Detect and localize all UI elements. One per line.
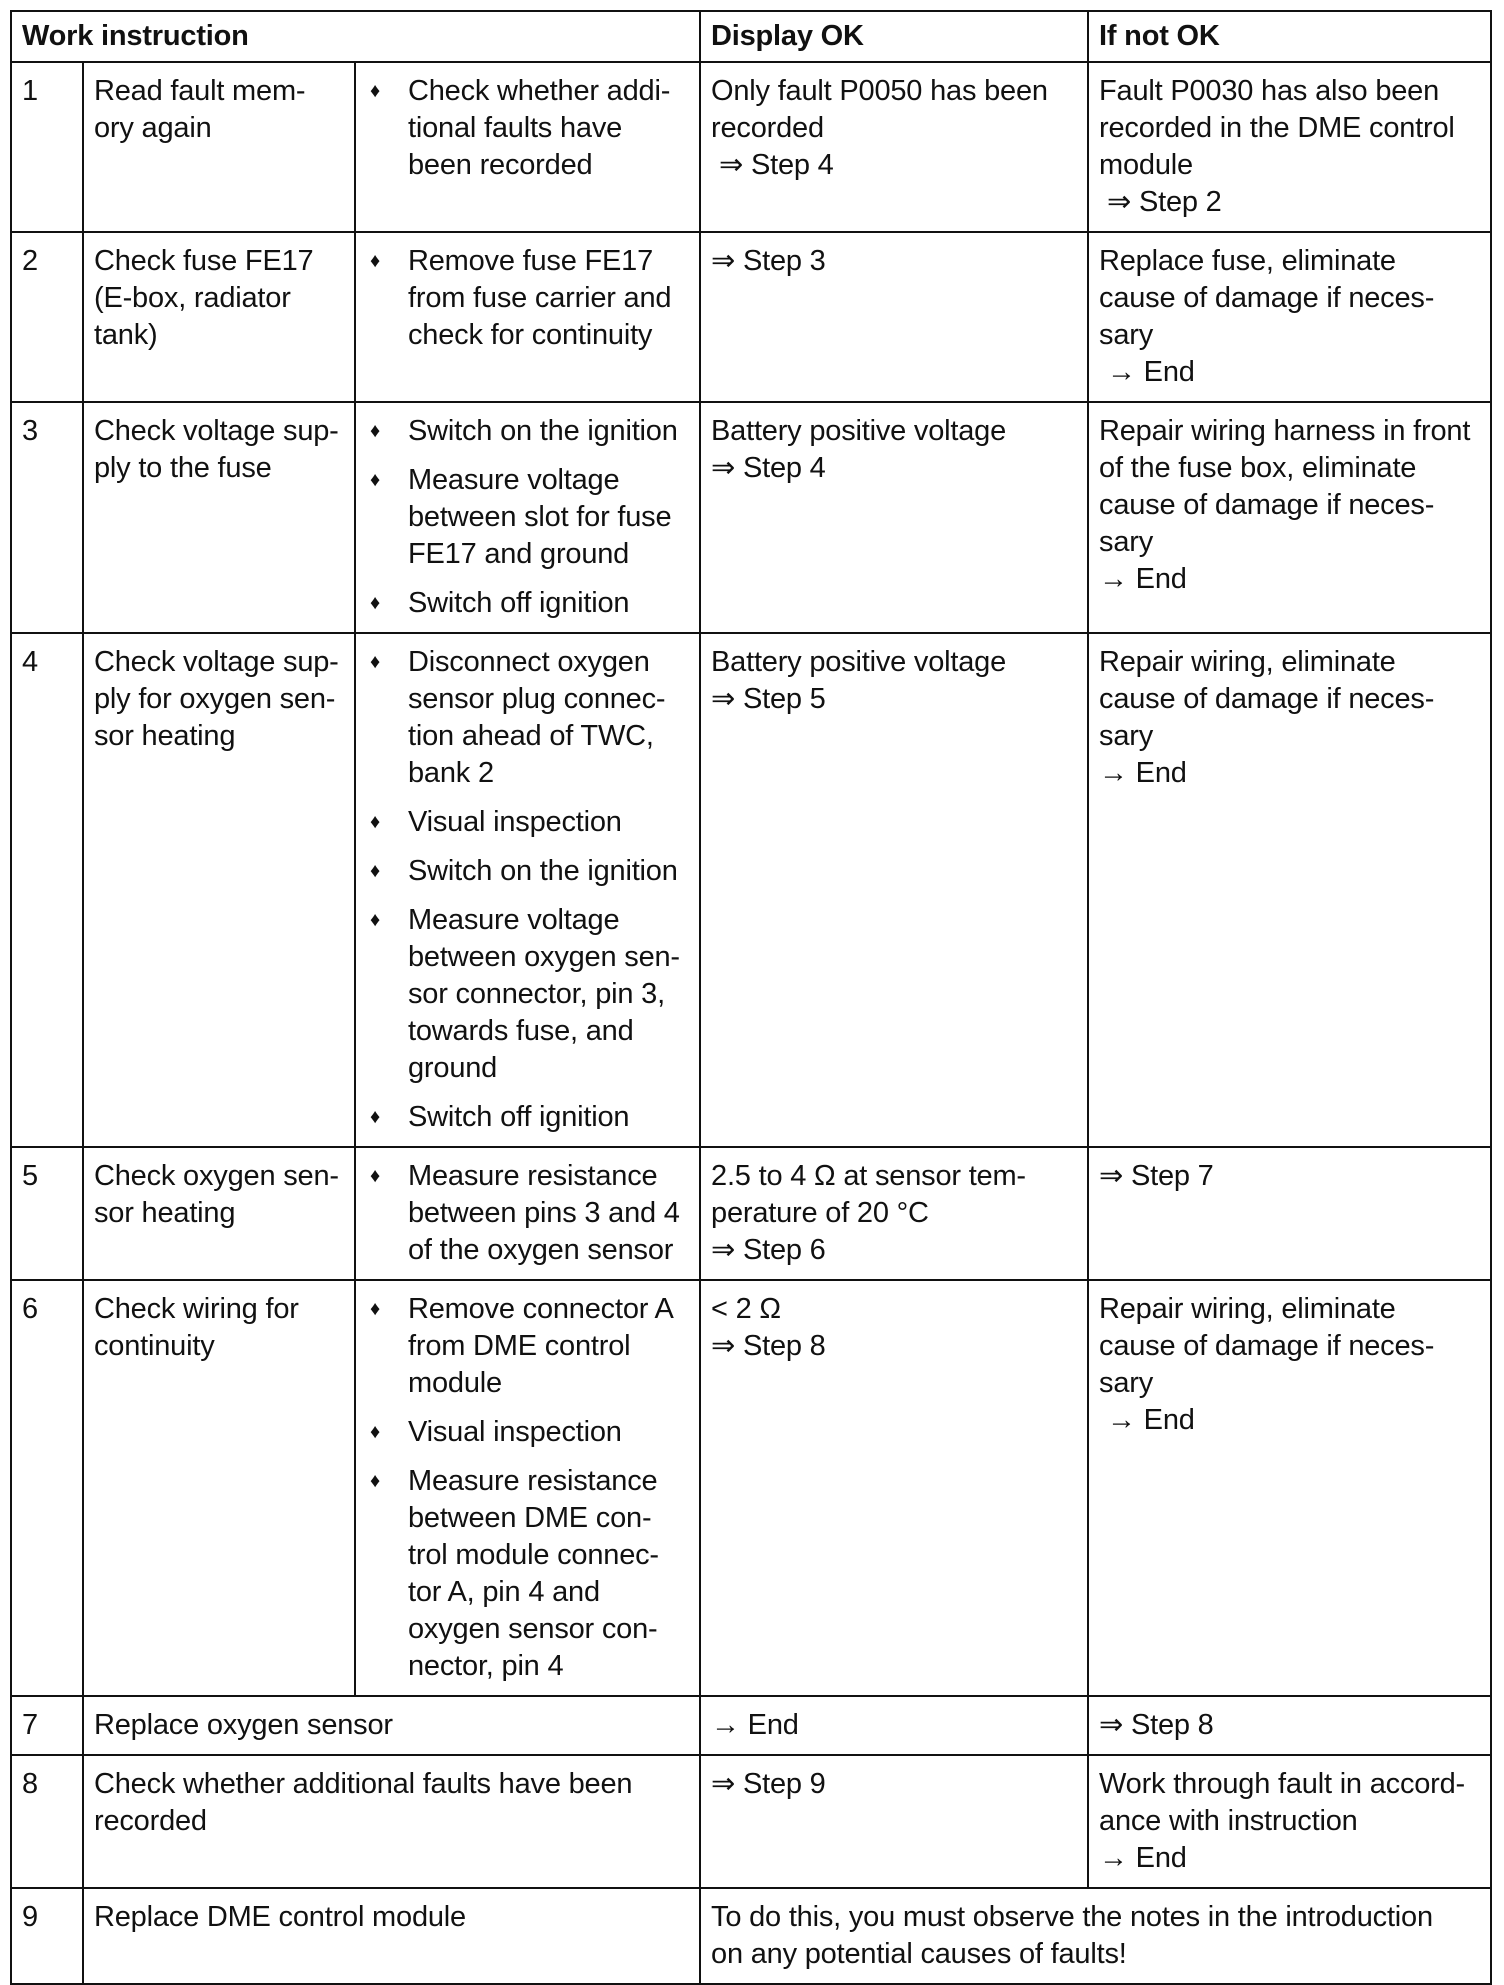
table-row bbox=[11, 1755, 1491, 1888]
if-not-ok-cell bbox=[1088, 1755, 1491, 1888]
instruction-text: tank) bbox=[94, 319, 158, 351]
step-number: 8 bbox=[11, 1755, 83, 1888]
table-row bbox=[11, 1888, 1491, 1984]
instruction-text: ory again bbox=[94, 112, 212, 144]
action-item bbox=[366, 243, 691, 354]
action-text: been recorded bbox=[408, 149, 593, 181]
action-text: Visual inspection bbox=[408, 806, 622, 838]
table-row bbox=[11, 1696, 1491, 1755]
display-ok-cell bbox=[700, 232, 1088, 402]
if-not-ok-text: cause of damage if neces- bbox=[1099, 1330, 1435, 1362]
action-item bbox=[366, 1463, 691, 1685]
action-text: tor A, pin 4 and bbox=[408, 1576, 600, 1608]
actions-cell bbox=[355, 1147, 700, 1280]
action-text: Measure resistance bbox=[408, 1160, 658, 1192]
action-item bbox=[366, 853, 691, 890]
diamond-bullet-icon: ♦ bbox=[370, 811, 381, 833]
if-not-ok-text: sary bbox=[1099, 526, 1154, 558]
if-not-ok-text: Repair wiring, eliminate bbox=[1099, 1293, 1396, 1325]
diamond-bullet-icon: ♦ bbox=[370, 1470, 381, 1492]
action-text: Switch off ignition bbox=[408, 1101, 630, 1133]
instruction-text: recorded bbox=[94, 1805, 207, 1837]
instruction-text: Replace DME control module bbox=[94, 1901, 466, 1933]
actions-cell bbox=[355, 1280, 700, 1696]
action-text: towards fuse, and bbox=[408, 1015, 634, 1047]
action-text: between oxygen sen- bbox=[408, 941, 680, 973]
diamond-bullet-icon: ♦ bbox=[370, 592, 381, 614]
action-list bbox=[366, 73, 691, 184]
if-not-ok-text: of the fuse box, eliminate bbox=[1099, 452, 1417, 484]
action-text: bank 2 bbox=[408, 757, 494, 789]
display-ok-text: ⇒ Step 6 bbox=[711, 1234, 826, 1266]
action-item bbox=[366, 1414, 691, 1451]
if-not-ok-text: → End bbox=[1099, 1842, 1187, 1874]
step-number: 6 bbox=[11, 1280, 83, 1696]
display-ok-text: 2.5 to 4 Ω at sensor tem- bbox=[711, 1160, 1026, 1192]
action-item bbox=[366, 902, 691, 1087]
action-text: check for continuity bbox=[408, 319, 653, 351]
action-text: tional faults have bbox=[408, 112, 623, 144]
instruction-text: sor heating bbox=[94, 720, 236, 752]
table-row bbox=[11, 402, 1491, 633]
display-ok-cell bbox=[700, 402, 1088, 633]
instruction-cell bbox=[83, 62, 355, 232]
diamond-bullet-icon: ♦ bbox=[370, 651, 381, 673]
action-text: Measure voltage bbox=[408, 464, 620, 496]
work-instruction-document bbox=[10, 10, 1490, 1985]
action-text: ground bbox=[408, 1052, 498, 1084]
if-not-ok-text: Repair wiring harness in front bbox=[1099, 415, 1471, 447]
step-number: 3 bbox=[11, 402, 83, 633]
instruction-cell bbox=[83, 1696, 700, 1755]
action-text: between DME con- bbox=[408, 1502, 652, 1534]
action-text: Disconnect oxygen bbox=[408, 646, 650, 678]
action-text: sor connector, pin 3, bbox=[408, 978, 665, 1010]
instruction-text: (E-box, radiator bbox=[94, 282, 291, 314]
action-list bbox=[366, 413, 691, 622]
display-ok-text: ⇒ Step 3 bbox=[711, 245, 826, 277]
instruction-cell bbox=[83, 1755, 700, 1888]
action-text: Visual inspection bbox=[408, 1416, 622, 1448]
step-number: 7 bbox=[11, 1696, 83, 1755]
action-text: Measure voltage bbox=[408, 904, 620, 936]
instruction-text: Check oxygen sen- bbox=[94, 1160, 339, 1192]
if-not-ok-cell bbox=[1088, 402, 1491, 633]
if-not-ok-text: recorded in the DME control bbox=[1099, 112, 1455, 144]
if-not-ok-step: → End bbox=[1107, 356, 1195, 388]
step-number: 2 bbox=[11, 232, 83, 402]
actions-cell bbox=[355, 232, 700, 402]
action-text: nector, pin 4 bbox=[408, 1650, 564, 1682]
instruction-cell bbox=[83, 633, 355, 1147]
if-not-ok-text: ance with instruction bbox=[1099, 1805, 1358, 1837]
actions-cell bbox=[355, 62, 700, 232]
action-text: Remove connector A bbox=[408, 1293, 674, 1325]
if-not-ok-text: ⇒ Step 8 bbox=[1099, 1709, 1214, 1741]
diamond-bullet-icon: ♦ bbox=[370, 250, 381, 272]
if-not-ok-text: cause of damage if neces- bbox=[1099, 489, 1435, 521]
display-ok-text: → End bbox=[711, 1709, 799, 1741]
if-not-ok-text: sary bbox=[1099, 319, 1154, 351]
actions-cell bbox=[355, 402, 700, 633]
instruction-cell bbox=[83, 402, 355, 633]
if-not-ok-text: sary bbox=[1099, 1367, 1154, 1399]
actions-cell bbox=[355, 633, 700, 1147]
instruction-cell bbox=[83, 1280, 355, 1696]
action-text: from fuse carrier and bbox=[408, 282, 672, 314]
if-not-ok-cell bbox=[1088, 633, 1491, 1147]
action-item bbox=[366, 585, 691, 622]
action-text: between pins 3 and 4 bbox=[408, 1197, 680, 1229]
if-not-ok-text: cause of damage if neces- bbox=[1099, 683, 1435, 715]
display-ok-cell bbox=[700, 633, 1088, 1147]
diamond-bullet-icon: ♦ bbox=[370, 469, 381, 491]
table-row bbox=[11, 62, 1491, 232]
action-list bbox=[366, 243, 691, 354]
display-ok-text: ⇒ Step 5 bbox=[711, 683, 826, 715]
if-not-ok-cell bbox=[1088, 1696, 1491, 1755]
diamond-bullet-icon: ♦ bbox=[370, 1106, 381, 1128]
table-row bbox=[11, 232, 1491, 402]
display-ok-text: perature of 20 °C bbox=[711, 1197, 929, 1229]
action-text: Measure resistance bbox=[408, 1465, 658, 1497]
display-ok-cell bbox=[700, 1755, 1088, 1888]
diamond-bullet-icon: ♦ bbox=[370, 1165, 381, 1187]
action-list bbox=[366, 1158, 691, 1269]
action-item bbox=[366, 1099, 691, 1136]
action-item bbox=[366, 462, 691, 573]
instruction-text: Check whether additional faults have been bbox=[94, 1768, 633, 1800]
action-text: Switch on the ignition bbox=[408, 415, 678, 447]
header-row bbox=[11, 11, 1491, 62]
if-not-ok-step: ⇒ Step 2 bbox=[1107, 186, 1222, 218]
instruction-text: continuity bbox=[94, 1330, 215, 1362]
if-not-ok-step: → End bbox=[1107, 1404, 1195, 1436]
if-not-ok-text: → End bbox=[1099, 757, 1187, 789]
if-not-ok-cell bbox=[1088, 1280, 1491, 1696]
action-item bbox=[366, 73, 691, 184]
action-text: oxygen sensor con- bbox=[408, 1613, 658, 1645]
instruction-text: Replace oxygen sensor bbox=[94, 1709, 393, 1741]
display-ok-text: ⇒ Step 4 bbox=[711, 452, 826, 484]
action-item bbox=[366, 1158, 691, 1269]
table-row bbox=[11, 1147, 1491, 1280]
note-text: on any potential causes of faults! bbox=[711, 1938, 1127, 1970]
if-not-ok-cell bbox=[1088, 62, 1491, 232]
table-body bbox=[11, 62, 1491, 1984]
work-instruction-table bbox=[10, 10, 1492, 1985]
diamond-bullet-icon: ♦ bbox=[370, 420, 381, 442]
action-text: module bbox=[408, 1367, 502, 1399]
action-list bbox=[366, 644, 691, 1136]
diamond-bullet-icon: ♦ bbox=[370, 1298, 381, 1320]
if-not-ok-text: sary bbox=[1099, 720, 1154, 752]
action-text: Switch off ignition bbox=[408, 587, 630, 619]
action-text: from DME control bbox=[408, 1330, 631, 1362]
diamond-bullet-icon: ♦ bbox=[370, 909, 381, 931]
display-ok-text: < 2 Ω bbox=[711, 1293, 781, 1325]
display-ok-text: recorded bbox=[711, 112, 824, 144]
if-not-ok-text: Repair wiring, eliminate bbox=[1099, 646, 1396, 678]
diamond-bullet-icon: ♦ bbox=[370, 1421, 381, 1443]
note-cell bbox=[700, 1888, 1491, 1984]
instruction-cell bbox=[83, 1147, 355, 1280]
action-text: FE17 and ground bbox=[408, 538, 630, 570]
header-work-instruction: Work instruction bbox=[11, 11, 700, 62]
if-not-ok-text: ⇒ Step 7 bbox=[1099, 1160, 1214, 1192]
action-text: trol module connec- bbox=[408, 1539, 659, 1571]
if-not-ok-text: module bbox=[1099, 149, 1193, 181]
instruction-text: Check fuse FE17 bbox=[94, 245, 314, 277]
table-row bbox=[11, 633, 1491, 1147]
if-not-ok-text: Work through fault in accord- bbox=[1099, 1768, 1466, 1800]
action-text: of the oxygen sensor bbox=[408, 1234, 674, 1266]
header-display-ok: Display OK bbox=[700, 11, 1088, 62]
instruction-cell bbox=[83, 232, 355, 402]
display-ok-text: Only fault P0050 has been bbox=[711, 75, 1048, 107]
display-ok-cell bbox=[700, 1696, 1088, 1755]
instruction-text: Read fault mem- bbox=[94, 75, 306, 107]
diamond-bullet-icon: ♦ bbox=[370, 860, 381, 882]
header-if-not-ok: If not OK bbox=[1088, 11, 1491, 62]
display-ok-text: ⇒ Step 9 bbox=[711, 1768, 826, 1800]
if-not-ok-text: Fault P0030 has also been bbox=[1099, 75, 1440, 107]
display-ok-text: Battery positive voltage bbox=[711, 646, 1007, 678]
if-not-ok-text: → End bbox=[1099, 563, 1187, 595]
diamond-bullet-icon: ♦ bbox=[370, 80, 381, 102]
instruction-text: ply for oxygen sen- bbox=[94, 683, 336, 715]
if-not-ok-cell bbox=[1088, 1147, 1491, 1280]
action-item bbox=[366, 413, 691, 450]
display-ok-text: ⇒ Step 8 bbox=[711, 1330, 826, 1362]
if-not-ok-text: cause of damage if neces- bbox=[1099, 282, 1435, 314]
instruction-text: sor heating bbox=[94, 1197, 236, 1229]
action-text: between slot for fuse bbox=[408, 501, 672, 533]
action-text: Switch on the ignition bbox=[408, 855, 678, 887]
action-item bbox=[366, 644, 691, 792]
display-ok-cell bbox=[700, 62, 1088, 232]
step-number: 1 bbox=[11, 62, 83, 232]
action-item bbox=[366, 1291, 691, 1402]
action-text: Remove fuse FE17 bbox=[408, 245, 654, 277]
action-text: tion ahead of TWC, bbox=[408, 720, 654, 752]
display-ok-cell bbox=[700, 1280, 1088, 1696]
note-text: To do this, you must observe the notes in the introduction bbox=[711, 1901, 1433, 1933]
action-list bbox=[366, 1291, 691, 1685]
display-ok-cell bbox=[700, 1147, 1088, 1280]
step-number: 5 bbox=[11, 1147, 83, 1280]
table-row bbox=[11, 1280, 1491, 1696]
instruction-text: Check voltage sup- bbox=[94, 415, 339, 447]
action-item bbox=[366, 804, 691, 841]
instruction-text: Check voltage sup- bbox=[94, 646, 339, 678]
action-text: sensor plug connec- bbox=[408, 683, 666, 715]
step-number: 4 bbox=[11, 633, 83, 1147]
display-ok-step: ⇒ Step 4 bbox=[719, 149, 834, 181]
action-text: Check whether addi- bbox=[408, 75, 671, 107]
step-number: 9 bbox=[11, 1888, 83, 1984]
if-not-ok-text: Replace fuse, eliminate bbox=[1099, 245, 1396, 277]
instruction-text: ply to the fuse bbox=[94, 452, 272, 484]
instruction-text: Check wiring for bbox=[94, 1293, 299, 1325]
display-ok-text: Battery positive voltage bbox=[711, 415, 1007, 447]
if-not-ok-cell bbox=[1088, 232, 1491, 402]
instruction-cell bbox=[83, 1888, 700, 1984]
